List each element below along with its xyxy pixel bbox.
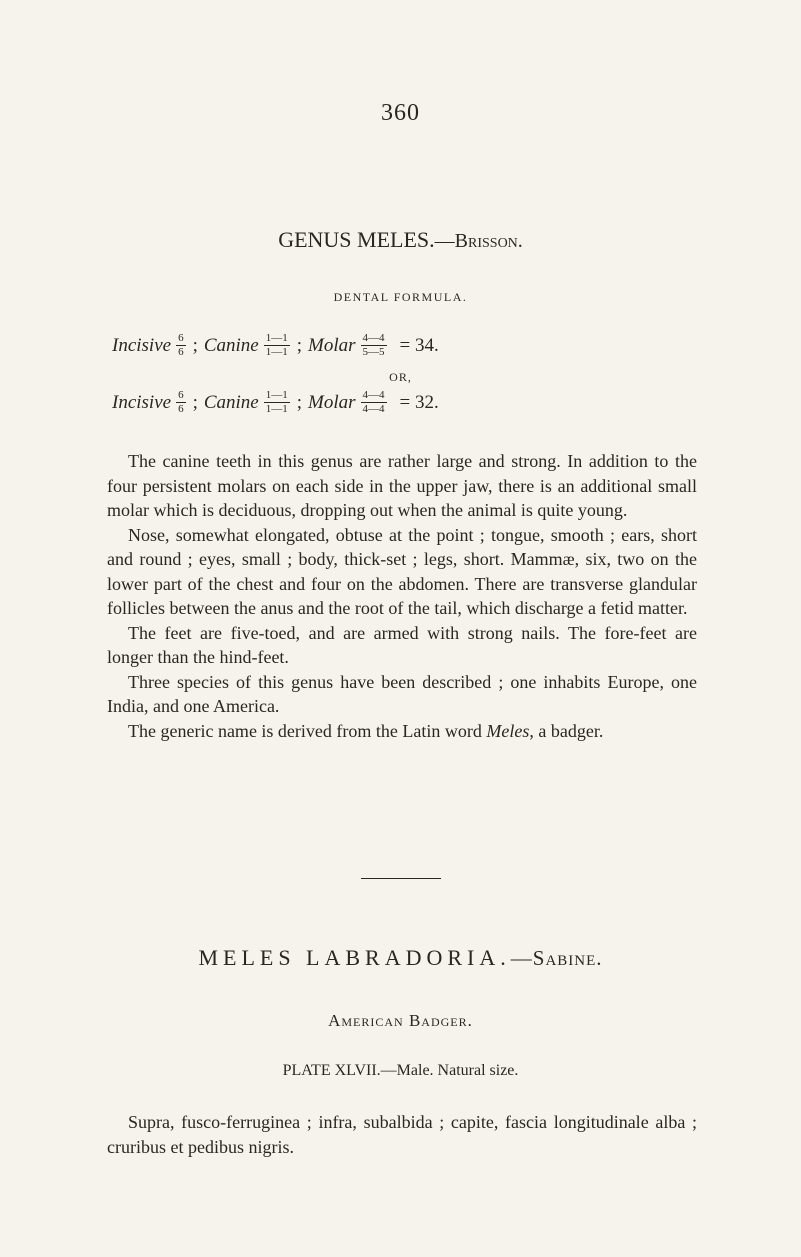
species-title: MELES LABRADORIA. [198, 945, 511, 970]
incisive-label: Incisive [112, 334, 172, 356]
incisive-upper: 6 [178, 389, 184, 401]
section-divider [361, 878, 441, 879]
molar-fraction [361, 390, 387, 415]
formula-total: = 32. [399, 391, 439, 413]
separator: ; [192, 391, 198, 413]
separator: ; [296, 391, 303, 413]
incisive-fraction [176, 333, 186, 358]
species-heading [0, 945, 801, 971]
genus-description [107, 449, 697, 743]
latin-description-block [107, 1110, 697, 1159]
molar-fraction [361, 333, 387, 358]
genus-author: —Brisson. [434, 230, 523, 252]
canine-fraction [264, 333, 290, 358]
incisive-label: Incisive [112, 391, 172, 413]
separator: ; [192, 334, 198, 356]
paragraph-etymology [107, 719, 697, 744]
canine-label: Canine [203, 391, 259, 413]
formula-total: = 34. [399, 334, 439, 356]
molar-upper: 4—4 [362, 332, 385, 344]
molar-label: Molar [308, 334, 356, 356]
species-author: —Sabine. [510, 946, 603, 970]
incisive-upper: 6 [178, 332, 184, 344]
molar-lower: 4—4 [362, 403, 385, 415]
etymology-text-end: , a badger. [529, 720, 604, 741]
canine-upper: 1—1 [265, 389, 288, 401]
paragraph-species: Three species of this genus have been described ; one inhabits Europe, one India, and one America. [107, 671, 697, 716]
genus-heading [0, 227, 801, 253]
etymology-text-start: The generic name is derived from the Latin word [128, 720, 487, 741]
dental-formula-label: DENTAL FORMULA. [333, 290, 468, 304]
molar-upper: 4—4 [362, 389, 385, 401]
paragraph-feet: The feet are five-toed, and are armed with strong nails. The fore-feet are longer than the hind-feet. [107, 622, 697, 667]
incisive-fraction [176, 390, 186, 415]
incisive-lower: 6 [178, 346, 184, 358]
canine-fraction [264, 390, 290, 415]
incisive-lower: 6 [178, 403, 184, 415]
canine-lower: 1—1 [265, 346, 288, 358]
latin-description: Supra, fusco-ferruginea ; infra, subalbida ; capite, fascia longitudinale alba ; cruribus et pedibus nigris. [107, 1112, 697, 1157]
paragraph-canine-teeth: The canine teeth in this genus are rather large and strong. In addition to the four persistent molars on each side in the upper jaw, there is an additional small molar which is deciduous, dropping out when the animal is quite young. [107, 451, 697, 520]
canine-upper: 1—1 [265, 332, 288, 344]
common-name: American Badger. [328, 1011, 473, 1030]
or-label: OR, [389, 370, 412, 384]
page-number: 360 [381, 100, 420, 126]
dental-formula-2 [112, 390, 439, 415]
genus-title: GENUS MELES. [278, 227, 435, 252]
paragraph-anatomy: Nose, somewhat elongated, obtuse at the point ; tongue, smooth ; ears, short and round ; eyes, small ; body, thick-set ; legs, short. Mammæ, six, two on the lower part of the chest and four on the abdomen. There are transverse glandular follicles between the anus and the root of the tail, which discharge a fetid matter. [107, 524, 697, 618]
separator: ; [296, 334, 303, 356]
molar-lower: 5—5 [362, 346, 385, 358]
dental-formula-1 [112, 333, 439, 358]
molar-label: Molar [308, 391, 356, 413]
etymology-latin-word: Meles [486, 720, 530, 741]
canine-lower: 1—1 [265, 403, 288, 415]
plate-caption: PLATE XLVII.—Male. Natural size. [282, 1062, 519, 1079]
canine-label: Canine [203, 334, 259, 356]
